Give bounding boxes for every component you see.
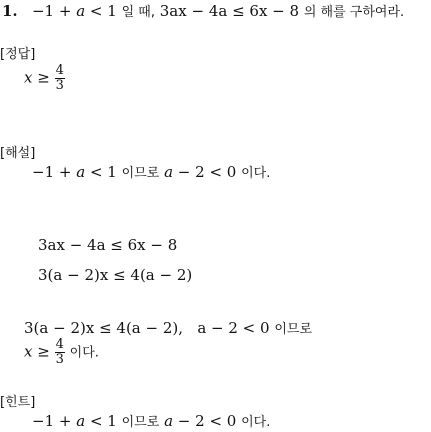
hint-tag: [힌트] <box>0 395 36 410</box>
hint-expr-part1: −1 + <box>32 412 77 430</box>
variable-a: a <box>164 163 174 181</box>
solution-equation-3 <box>24 319 312 339</box>
solution-eq3-part2: a − 2 < 0 <box>197 319 270 337</box>
solution-result-denominator: 3 <box>55 352 64 367</box>
solution-equation-2: 3(a − 2)x ≤ 4(a − 2) <box>38 266 193 284</box>
solution-tag: [해설] <box>0 146 36 161</box>
problem-inequality: 3ax − 4a ≤ 6x − 8 <box>159 2 300 20</box>
solution-line1-word: 이므로 <box>121 166 160 181</box>
solution-eq3-part1: 3(a − 2)x ≤ 4(a − 2), <box>24 319 184 337</box>
solution-eq3-word: 이므로 <box>274 322 313 337</box>
solution-line1-expr-part2: < 1 <box>85 163 117 181</box>
hint-word: 이므로 <box>121 415 160 430</box>
answer-fraction-numerator: 4 <box>55 63 64 78</box>
answer-fraction-denominator: 3 <box>55 78 64 93</box>
solution-line1-end: 이다. <box>241 166 271 181</box>
problem-statement <box>2 2 404 22</box>
problem-condition-word: 일 때, <box>121 5 155 20</box>
problem-condition-part2: < 1 <box>85 2 117 20</box>
hint-line <box>32 412 270 432</box>
problem-number: 1. <box>2 2 18 20</box>
variable-a: a <box>76 163 86 181</box>
variable-a: a <box>164 412 174 430</box>
solution-result-numerator: 4 <box>55 337 64 352</box>
solution-result-variable: x <box>24 342 33 361</box>
solution-result-end: 이다. <box>69 345 99 361</box>
solution-line1-expr-part1: −1 + <box>32 163 77 181</box>
solution-equation-1: 3ax − 4a ≤ 6x − 8 <box>38 236 178 254</box>
answer-fraction <box>55 64 65 93</box>
answer-variable: x <box>24 68 33 87</box>
solution-result <box>24 338 99 367</box>
solution-line1 <box>32 163 270 183</box>
answer-tag: [정답] <box>0 47 36 62</box>
hint-end: 이다. <box>241 415 271 430</box>
variable-a: a <box>76 2 86 20</box>
solution-result-fraction <box>55 338 65 367</box>
solution-line1-expr2: − 2 < 0 <box>173 163 237 181</box>
problem-condition-part1: −1 + <box>31 2 77 20</box>
hint-expr2: − 2 < 0 <box>173 412 237 430</box>
answer-expression <box>24 64 65 93</box>
variable-a: a <box>76 412 86 430</box>
solution-result-relation: ≥ <box>32 342 55 361</box>
problem-instruction: 의 해를 구하여라. <box>303 5 405 20</box>
hint-expr-part2: < 1 <box>85 412 117 430</box>
answer-relation: ≥ <box>32 68 55 87</box>
